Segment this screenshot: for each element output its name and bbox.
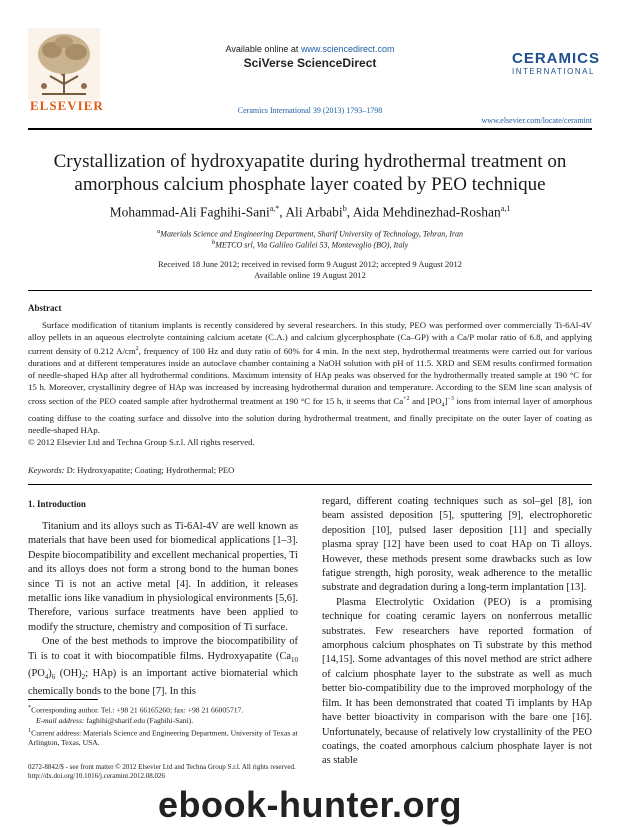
abstract-text-4: ions from internal layer of amorphous coating diffuse to the coating surface and dissolve into the solution during hydrothermal treatment, and finally precipitate on the outer layer of coating as needle-shaped HAp.	[28, 395, 592, 435]
abstract-rule	[28, 484, 592, 485]
current-text: Current address: Materials Science and Engineering Department, University of Texas at Arlington, Texas, USA.	[28, 728, 298, 748]
email-link[interactable]: faghihi@sharif.edu (Faghihi-Sani).	[86, 715, 194, 725]
author-2-sup: b	[342, 204, 347, 213]
author-3: Aida Mehdinezhad-Roshan	[352, 204, 501, 220]
corr-sup: *	[28, 704, 32, 711]
issn-line: 0272-8842/$ - see front matter © 2012 Elsevier Ltd and Techna Group S.r.l. All rights reserved.	[28, 763, 296, 771]
corr-text: Corresponding author. Tel.: +98 21 66165260; fax: +98 21 66005717.	[31, 705, 244, 715]
sciverse-logo-text: SciVerse ScienceDirect	[243, 56, 377, 70]
affiliation-a-sup: a	[156, 228, 161, 235]
sciencedirect-link[interactable]: www.sciencedirect.com	[300, 44, 395, 54]
author-list: Mohammad-Ali Faghihi-Sani$^{a,*}$, Ali Arbabi$^b$, Aida Mehdinezhad-Roshan$^{a,1}$	[109, 204, 511, 220]
affiliation-a	[28, 228, 592, 239]
right-column	[322, 495, 592, 769]
affiliation-b	[28, 239, 592, 250]
received-dates: Received 18 June 2012; received in revised form 9 August 2012; accepted 9 August 2012	[157, 259, 463, 269]
intro-paragraph-1: Titanium and its alloys such as Ti-6Al-4V are well known as materials that have been used for biomedical applications [1–3]. Despite biocompatibility and excellent mechanical properties, Ti and its alloys does not form a strong bond to the human bones since Ti is not an active metal [4]. In addition, it releases metallic ions like vanadium in physiological environments [5,6]. Therefore, various surface treatments have been applied to modify the structure, chemistry and composition of Ti surface.	[28, 521, 298, 633]
section-heading-introduction: 1. Introduction	[28, 499, 86, 509]
author-1: Mohammad-Ali Faghihi-Sani	[109, 204, 270, 220]
available-online-date: Available online 19 August 2012	[254, 270, 366, 280]
email-label: E-mail address:	[36, 715, 85, 725]
keywords-text: D: Hydroxyapatite; Coating; Hydrothermal; PEO	[66, 465, 235, 475]
abstract-text-1: Surface modification of titanium implants is recently considered by several researchers. In this study, PEO was performed over commercially Ti-6Al-4V alloy pellets in an aqueous electrolyte containing calcium acetate (C.A.) and calcium glycerphosphate (Ca–GP) with a Ca/P molar ratio of 6.8, and applying current density of 0.212 A/cm	[28, 320, 592, 356]
available-online-label: Available online at	[225, 44, 299, 54]
abstract-paragraph: Surface modification of titanium implants is recently considered by several researchers. In this study, PEO was performed over commercially Ti-6Al-4V alloy pellets in an aqueous electrolyte containing calcium acetate (C.A.) and calcium glycerphosphate (Ca–GP) with a Ca/P molar ratio of 6.8, and applying current density of 0.212 $A/cm^2$, frequency of 100 Hz and duty ratio of 60% for 4 min. In the next step, hydrothermal treatments were carried out for various durations and at different temperatures inside an autoclave chamber containing a NaOH solution with pH of 11.5. XRD and SEM results confirmed formation of needle-shaped HAp after all hydrothermal conditions. Maximum intensity of HAp peaks was observed for the hydrothermally treated sample at 190 °C for 15 h. Moreover, crystallinity degree of HAp was increased by increasing hydrothermal duration and temperature. According to the SEM line scan analysis of cross section of the PEO coated sample after hydrothermal treatment at 190 °C for 15 h, it seems that $Ca^{+2}$ and $[PO_4]^{-3}$ ions from internal layer of amorphous coating diffuse to the coating surface and dissolve into the solution during hydrothermal treatment, and finally precipitate on the outer layer of coating as needle-shaped HAp.	[28, 320, 593, 435]
abstract-text-3: and [PO	[409, 395, 442, 406]
author-2: Ali Arbabi	[285, 204, 343, 220]
author-3-sup: a,1	[500, 204, 511, 213]
right-paragraph-2: Plasma Electrolytic Oxidation (PEO) is a promising technique for coating ceramic layers on nonferrous metallic substrates. Few researchers have reported formation of amorphous calcium phosphates on Ti substrate by this method [14,15]. Some advantages of this novel method are strict adhere of calcium phosphate layer to the substrate as well as much better bio-compatibility due to the improved morphology of the film. It has been demonstrated that coated Ti implants by HAp have better bioactivity in comparison with the bare one [16]. Unfortunately, because of relatively low crystallinity of the PEO coatings, the coated amorphous calcium phosphate layer is not as stable	[322, 596, 592, 767]
affiliation-a-text: Materials Science and Engineering Department, Sharif University of Technology, Tehran, Iran	[160, 229, 464, 239]
journal-homepage-link[interactable]: www.elsevier.com/locate/ceramint	[481, 116, 592, 125]
watermark: ebook-hunter.org	[158, 784, 462, 825]
keywords-line	[28, 465, 234, 475]
doi-link[interactable]: http://dx.doi.org/10.1016/j.ceramint.2012.08.026	[28, 772, 165, 780]
right-paragraph-1: regard, different coating techniques such as sol–gel [8], ion beam assisted deposition [5], sputtering [9], electrophoretic deposition [10], pulsed laser deposition [11] and specially plasma spray [12] have been used to coat HAp on Ti alloys. However, these methods present some drawbacks such as low fatigue strength, high porosity, weak adherence to the metallic substrate and degradation during a long-term implantation [13].	[322, 496, 592, 594]
journal-logo-line2: INTERNATIONAL	[512, 67, 595, 76]
journal-logo	[512, 50, 601, 76]
affiliation-b-sup: b	[211, 239, 216, 246]
abstract-body	[28, 319, 592, 448]
intro-p2-d: ; HAp) is an important active biomaterial which chemically bonds to the bone [7]. In this	[28, 668, 298, 697]
intro-paragraph-2: One of the best methods to improve the biocompatibility of Ti is to coat it with biocompatible films. Hydroxyapatite ($Ca_{10}$ $(PO_4)_6$ $(OH)_2$; HAp) is an important active biomaterial which chemically bonds to the bone [7]. In this	[28, 636, 298, 697]
keywords-label: Keywords:	[28, 465, 65, 475]
abstract-text-2: , frequency of 100 Hz and duty ratio of 60% for 4 min. In the next step, hydrothermal treatments were carried out for various durations and at different temperatures inside an autoclave chamber containing a NaOH solution with pH of 11.5. XRD and SEM results confirmed formation of needle-shaped HAp after all hydrothermal conditions. Maximum intensity of HAp peaks was observed for the hydrothermally treated sample at 190 °C for 15 h. Moreover, crystallinity degree of HAp was increased by increasing hydrothermal duration and temperature. According to the SEM line scan analysis of cross section of the PEO coated sample after hydrothermal treatment at 190 °C for 15 h, it seems that Ca	[28, 345, 593, 406]
article-title: Crystallization of hydroxyapatite during hydrothermal treatment on amorphous calcium phosphate layer coated by PEO technique	[53, 151, 567, 195]
corresponding-author-note	[28, 703, 298, 716]
journal-logo-line1: CERAMICS	[512, 50, 601, 67]
email-note	[28, 716, 298, 726]
footnotes	[28, 703, 298, 748]
current-address-note	[28, 726, 298, 749]
front-matter-info	[28, 763, 296, 781]
title-rule	[28, 290, 592, 291]
left-column	[28, 520, 298, 699]
intro-p2-c: (OH)	[55, 668, 82, 680]
author-1-sup: a,*	[269, 204, 280, 213]
footnote-rule	[28, 699, 98, 700]
copyright-line: © 2012 Elsevier Ltd and Techna Group S.r.l. All rights reserved.	[28, 436, 255, 447]
affiliation-b-text: METCO srl, Via Galileo Galilei 53, Monteveglio (BO), Italy	[215, 240, 409, 250]
publisher-name: ELSEVIER	[30, 98, 104, 113]
intro-p2-a: One of the best methods to improve the biocompatibility of Ti is to coat it with biocompatible films. Hydroxyapatite (Ca	[28, 636, 298, 662]
intro-p2-b: (PO	[28, 668, 45, 680]
current-sup: 1	[28, 726, 32, 734]
journal-reference[interactable]: Ceramics International 39 (2013) 1793–1798	[237, 106, 383, 115]
abstract-heading: Abstract	[28, 303, 62, 313]
header-rule	[28, 128, 592, 130]
